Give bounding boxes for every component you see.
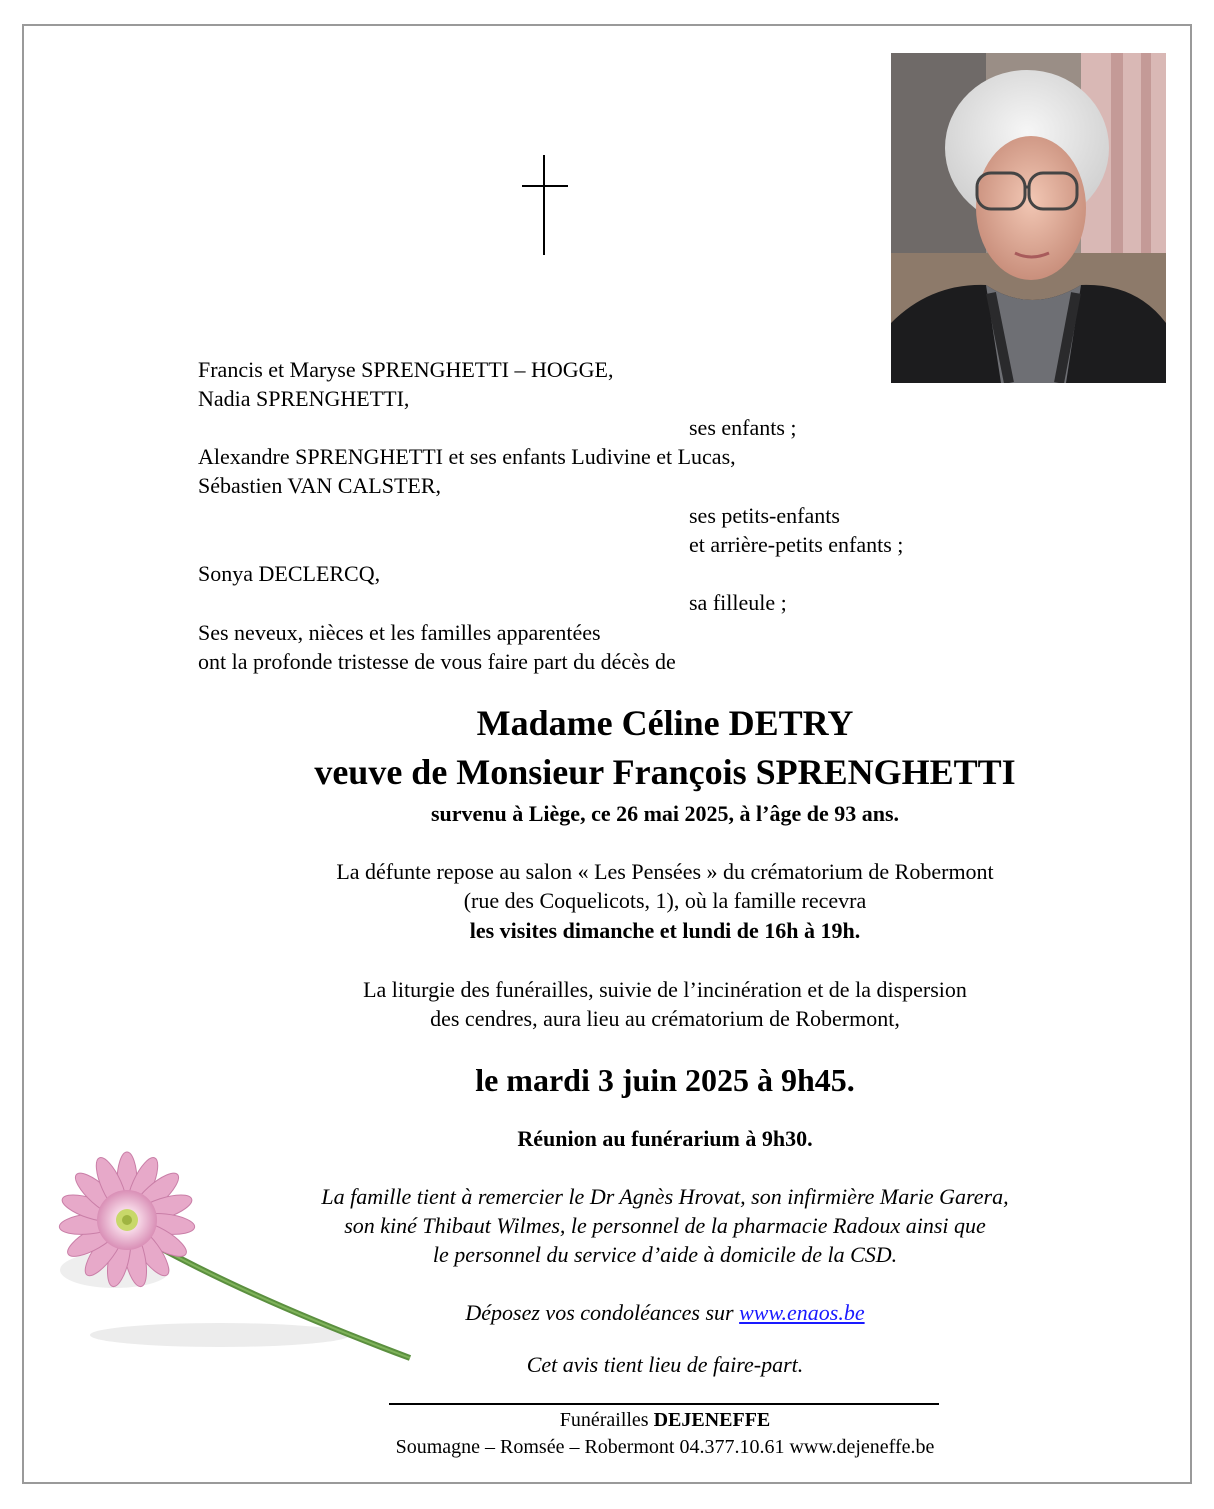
footer-contact: Soumagne – Romsée – Robermont 04.377.10.61 www.dejeneffe.be [395,1436,935,1458]
ceremony-line-2: des cendres, aura lieu au crématorium de Robermont, [430,1006,900,1031]
thanks-line-1: La famille tient à remercier le Dr Agnès Hrovat, son infirmière Marie Garera, [321,1184,1009,1209]
children-role: ses enfants ; [689,415,797,440]
thanks-line-2: son kiné Thibaut Wilmes, le personnel de la pharmacie Radoux ainsi que [344,1213,986,1238]
children-name-1: Francis et Maryse SPRENGHETTI – HOGGE, [198,357,614,382]
ceremony-line-1: La liturgie des funérailles, suivie de l’incinération et de la dispersion [363,977,967,1002]
cross-icon [522,155,568,255]
thanks-line-3: le personnel du service d’aide à domicile de la CSD. [432,1242,898,1267]
visitation-line-2: (rue des Coquelicots, 1), où la famille recevra [463,888,867,913]
death-info: survenu à Liège, ce 26 mai 2025, à l’âge de 93 ans. [430,801,900,826]
condolences-prefix: Déposez vos condoléances sur [465,1300,740,1325]
visitation-line-3: les visites dimanche et lundi de 16h à 19h. [469,918,861,943]
relatives-line-2: ont la profonde tristesse de vous faire part du décès de [198,649,676,674]
reunion-time: Réunion au funérarium à 9h30. [517,1126,813,1151]
notice-line: Cet avis tient lieu de faire-part. [526,1352,804,1377]
grandchildren-name-1: Alexandre SPRENGHETTI et ses enfants Ludivine et Lucas, [198,444,736,469]
relatives-line-1: Ses neveux, nièces et les familles apparentées [198,620,601,645]
visitation-line-1: La défunte repose au salon « Les Pensées » du crématorium de Robermont [336,859,994,884]
ceremony-date: le mardi 3 juin 2025 à 9h45. [475,1062,855,1098]
children-name-2: Nadia SPRENGHETTI, [198,386,410,411]
deceased-name: Madame Céline DETRY [476,703,854,743]
grandchildren-role-2: et arrière-petits enfants ; [689,532,904,557]
footer-company-name: DEJENEFFE [653,1409,771,1431]
flower-icon [55,1150,435,1415]
goddaughter-name: Sonya DECLERCQ, [198,561,381,586]
goddaughter-role: sa filleule ; [689,590,787,615]
widow-of: veuve de Monsieur François SPRENGHETTI [314,752,1016,792]
portrait-photo [891,53,1166,383]
grandchildren-name-2: Sébastien VAN CALSTER, [198,473,442,498]
footer-company-prefix: Funérailles [559,1409,654,1431]
grandchildren-role-1: ses petits-enfants [689,503,840,528]
condolences-link[interactable]: www.enaos.be [739,1300,865,1325]
footer-divider [389,1403,939,1405]
